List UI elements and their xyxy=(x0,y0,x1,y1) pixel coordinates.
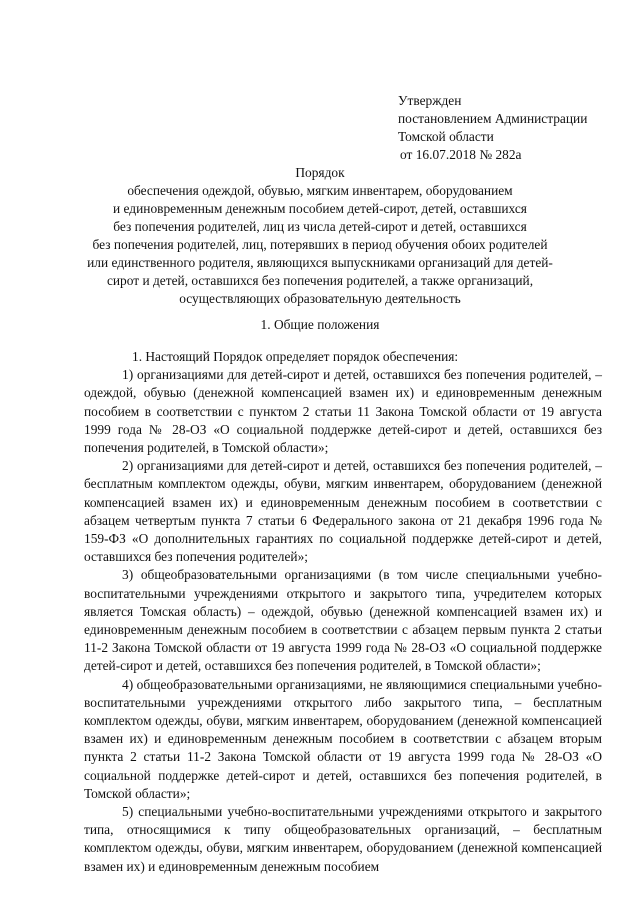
title-line: сирот и детей, оставшихся без попечения родителей, а также организаций, xyxy=(106,273,534,288)
section-title: 1. Общие положения xyxy=(260,317,380,332)
paragraph-item-4: 4) общеобразовательными организациями, не являющимися специальными учебно-воспитательными учреждениями открытого либо закрытого типа, – бесплатным комплектом одежды, обуви, мягким инвентарем, оборудованием (денежной компенсацией взамен их) и единовременным денежным пособием в соответствии с абзацем вторым пункта 2 статьи 11-2 Закона Томской области от 19 августа 1999 года № 28-ОЗ «О социальной поддержке детей-сирот и детей, оставшихся без попечения родителей, в Томской области»; xyxy=(84,676,602,801)
document-body xyxy=(84,348,602,876)
approval-date: от 16.07.2018 № 282а xyxy=(400,147,522,162)
approval-line: Утвержден xyxy=(398,93,462,108)
paragraph-intro: 1. Настоящий Порядок определяет порядок обеспечения: xyxy=(132,349,459,364)
paragraph-item-5: 5) специальными учебно-воспитательными учреждениями открытого и закрытого типа, относящимися к типу общеобразовательных организаций, – бесплатным комплектом одежды, обуви, мягким инвентарем, оборудованием (денежной компенсацией взамен их) и единовременным денежным пособием xyxy=(84,804,602,874)
approval-line: Томской области xyxy=(398,129,494,144)
title-line: осуществляющих образовательную деятельность xyxy=(179,291,461,306)
paragraph-item-1: 1) организациями для детей-сирот и детей, оставшихся без попечения родителей, – одеждой, обувью (денежной компенсацией взамен их) и единовременным денежным пособием в соответствии с пунктом 2 статьи 11 Закона Томской области от 19 августа 1999 года № 28-ОЗ «О социальной поддержке детей-сирот и детей, оставшихся без попечения родителей, в Томской области»; xyxy=(84,367,602,456)
title-line: или единственного родителя, являющихся выпускниками организаций для детей- xyxy=(87,255,553,270)
approval-line: постановлением Администрации xyxy=(398,111,588,126)
approval-stamp xyxy=(398,92,587,164)
title-line: обеспечения одеждой, обувью, мягким инвентарем, оборудованием xyxy=(127,183,513,198)
paragraph-item-3: 3) общеобразовательными организациями (в том числе специальными учебно-воспитательными учреждениями открытого и закрытого типа, учредителем которых является Томская область) – одеждой, обувью (денежной компенсацией взамен их) и единовременным денежным пособием в соответствии с абзацем первым пункта 2 статьи 11-2 Закона Томской области от 19 августа 1999 года № 28-ОЗ «О социальной поддержке детей-сирот и детей, оставшихся без попечения родителей, в Томской области»; xyxy=(84,567,602,674)
title-line: и единовременным денежным пособием детей-сирот, детей, оставшихся xyxy=(113,201,527,216)
paragraph-item-2: 2) организациями для детей-сирот и детей, оставшихся без попечения родителей, – бесплатным комплектом одежды, обуви, мягким инвентарем, оборудованием (денежной компенсацией взамен их) и единовременным денежным пособием в соответствии с абзацем четвертым пункта 7 статьи 6 Федерального закона от 21 декабря 1996 года № 159-ФЗ «О дополнительных гарантиях по социальной поддержке детей-сирот и детей, оставшихся без попечения родителей»; xyxy=(84,458,602,565)
title-line: без попечения родителей, лиц из числа детей-сирот и детей, оставшихся xyxy=(113,219,527,234)
title-heading: Порядок xyxy=(295,165,345,180)
document-title xyxy=(60,164,580,308)
title-line: без попечения родителей, лиц, потерявших в период обучения обоих родителей xyxy=(92,237,548,252)
